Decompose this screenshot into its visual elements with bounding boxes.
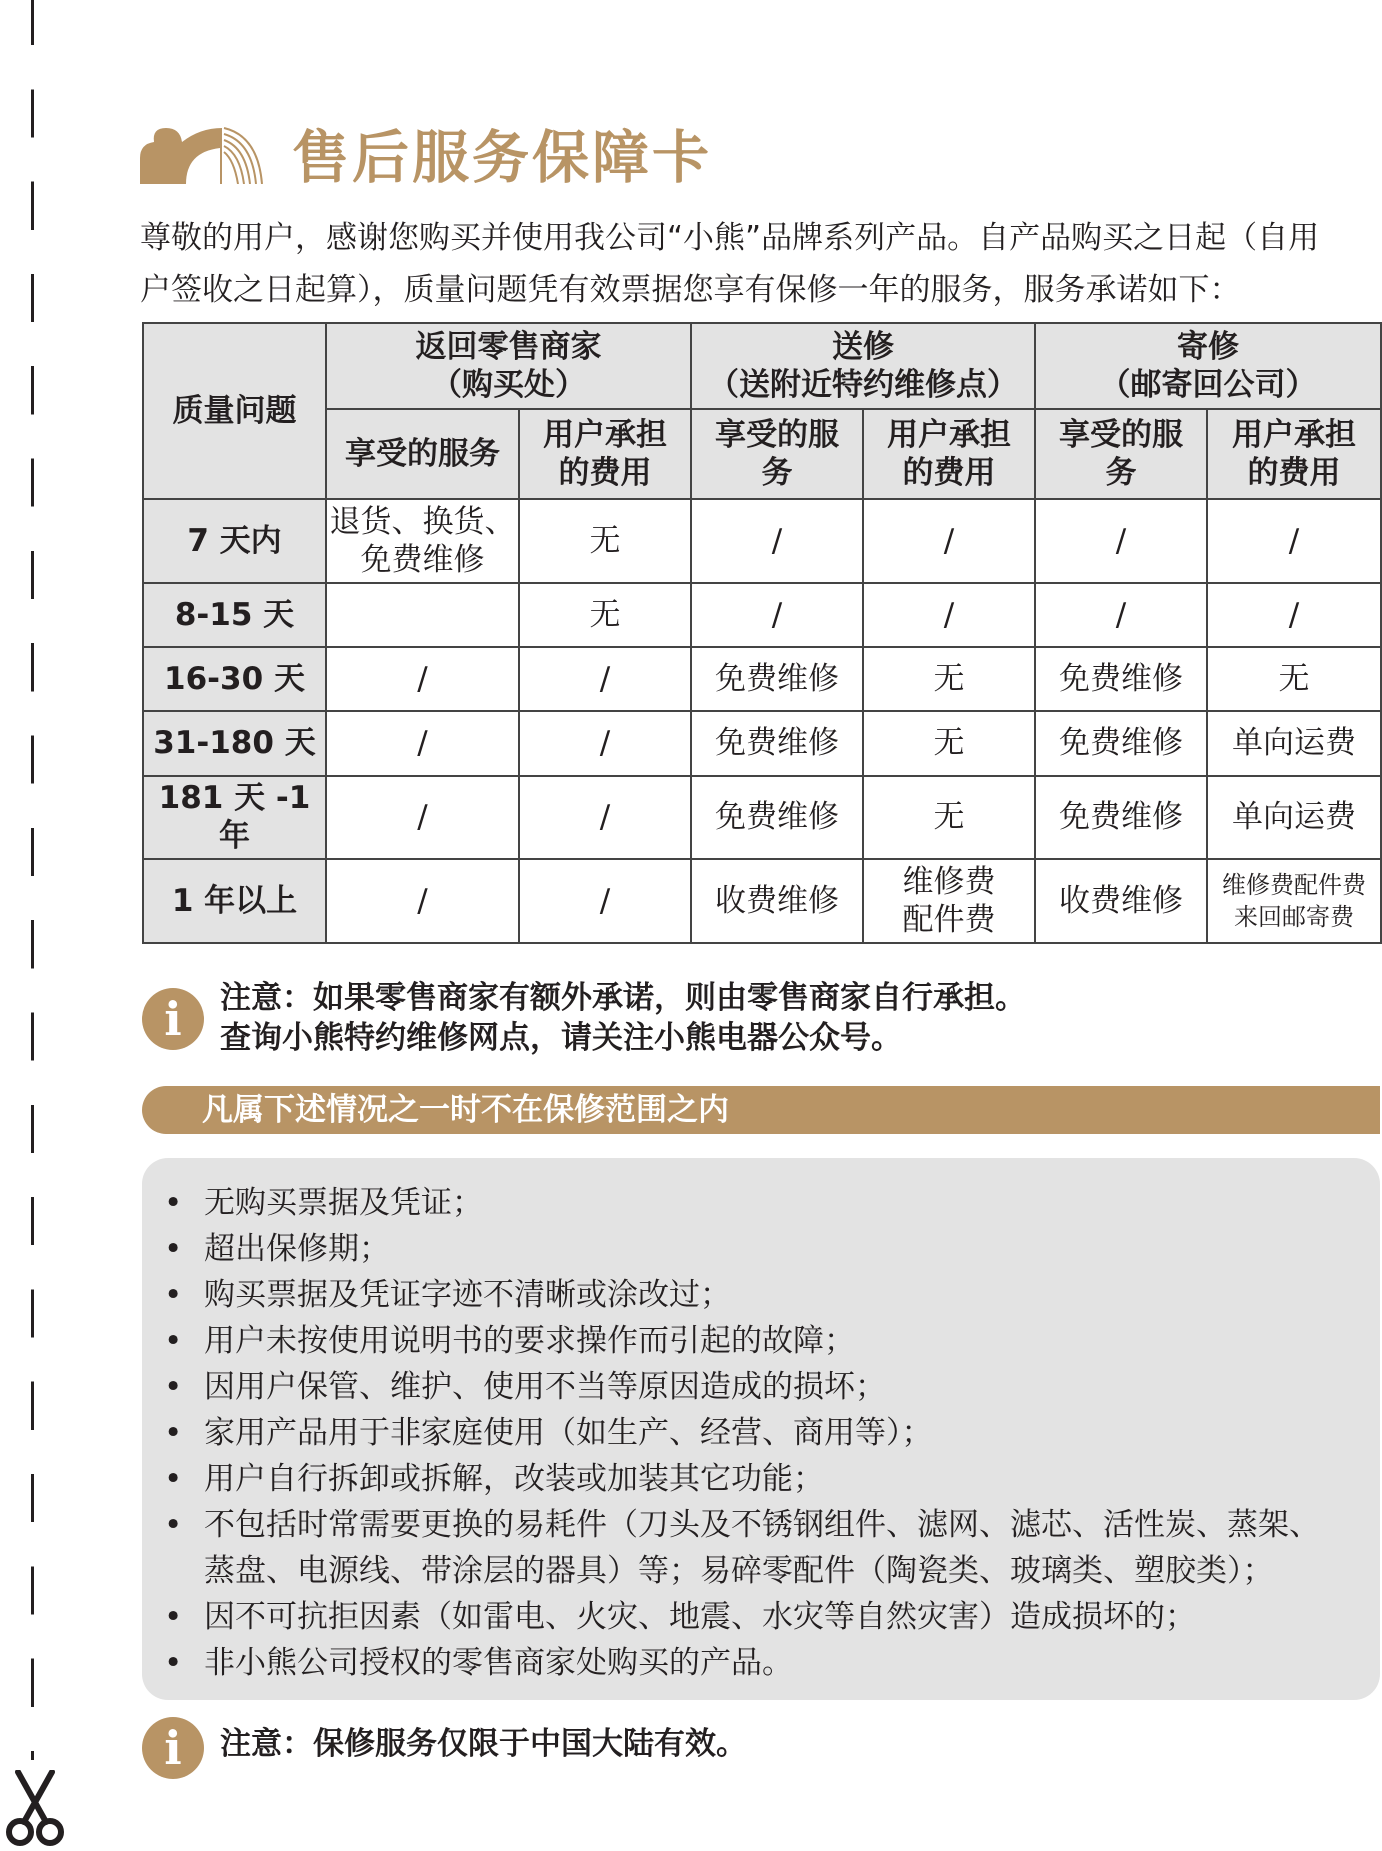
scissors-icon <box>4 1770 66 1848</box>
table-cell: / <box>519 711 691 775</box>
table-cell: 收费维修 <box>1035 859 1207 943</box>
table-cell: 无 <box>1207 647 1381 711</box>
cut-line <box>31 0 34 1760</box>
note-mainland <box>142 1712 1142 1784</box>
info-icon: i <box>142 1717 204 1779</box>
table-cell <box>326 583 519 647</box>
bullet-icon: • <box>164 1323 183 1359</box>
list-item: • 不包括时常需要更换的易耗件（刀头及不锈钢组件、滤网、滤芯、活性炭、蒸架、 蒸盘、电源线、带涂层的器具）等；易碎零配件（陶瓷类、玻璃类、塑胶类）； <box>156 1502 1360 1594</box>
page-title: 售后服务保障卡 <box>292 125 712 191</box>
row-label: 181 天 -1 年 <box>143 776 326 860</box>
bullet-icon: • <box>164 1415 183 1451</box>
table-cell: / <box>1207 583 1381 647</box>
table-cell: / <box>863 499 1035 583</box>
table-cell: 无 <box>863 647 1035 711</box>
table-cell: 免费维修 <box>1035 711 1207 775</box>
bullet-icon: • <box>164 1599 183 1635</box>
table-row <box>143 647 1381 711</box>
list-item: • 超出保修期； <box>156 1226 1360 1272</box>
table-cell: / <box>1035 499 1207 583</box>
table-cell: 无 <box>519 583 691 647</box>
table-row <box>143 776 1381 860</box>
table-cell: 无 <box>863 776 1035 860</box>
table-cell: / <box>519 776 691 860</box>
list-item: • 无购买票据及凭证； <box>156 1180 1360 1226</box>
header-quality-issue: 质量问题 <box>143 323 326 499</box>
table-cell: 无 <box>863 711 1035 775</box>
bullet-icon: • <box>164 1507 183 1543</box>
list-item: • 因不可抗拒因素（如雷电、火灾、地震、水灾等自然灾害）造成损坏的； <box>156 1594 1360 1640</box>
table-cell: 收费维修 <box>691 859 863 943</box>
table-row <box>143 859 1381 943</box>
table-cell: / <box>1035 583 1207 647</box>
subheader-cost: 用户承担 的费用 <box>1207 409 1381 499</box>
list-item: • 用户自行拆卸或拆解，改装或加装其它功能； <box>156 1456 1360 1502</box>
row-label: 31-180 天 <box>143 711 326 775</box>
bullet-icon: • <box>164 1231 183 1267</box>
note-line: 查询小熊特约维修网点，请关注小熊电器公众号。 <box>220 1020 902 1056</box>
table-cell: / <box>326 711 519 775</box>
header-group-retailer: 返回零售商家 （购买处） <box>326 323 691 409</box>
subheader-service: 享受的服务 <box>326 409 519 499</box>
bullet-icon: • <box>164 1277 183 1313</box>
exclusion-list-box <box>142 1158 1380 1700</box>
table-cell: 免费维修 <box>1035 647 1207 711</box>
table-row <box>143 711 1381 775</box>
table-cell: 退货、换货、 免费维修 <box>326 499 519 583</box>
bullet-icon: • <box>164 1645 183 1681</box>
subheader-cost: 用户承担 的费用 <box>863 409 1035 499</box>
header-group-mail-repair: 寄修 （邮寄回公司） <box>1035 323 1381 409</box>
bullet-icon: • <box>164 1185 183 1221</box>
row-label: 1 年以上 <box>143 859 326 943</box>
table-cell: 免费维修 <box>691 776 863 860</box>
table-cell: / <box>519 647 691 711</box>
row-label: 8-15 天 <box>143 583 326 647</box>
table-cell: 免费维修 <box>691 647 863 711</box>
subheader-cost: 用户承担 的费用 <box>519 409 691 499</box>
table-cell: 维修费配件费 来回邮寄费 <box>1207 859 1381 943</box>
table-cell: / <box>326 859 519 943</box>
service-table <box>142 322 1382 944</box>
row-label: 7 天内 <box>143 499 326 583</box>
subheader-service: 享受的服 务 <box>691 409 863 499</box>
table-cell: / <box>326 647 519 711</box>
bullet-icon: • <box>164 1461 183 1497</box>
list-item: • 用户未按使用说明书的要求操作而引起的故障； <box>156 1318 1360 1364</box>
list-item: • 购买票据及凭证字迹不清晰或涂改过； <box>156 1272 1360 1318</box>
table-cell: / <box>1207 499 1381 583</box>
header-group-repair-point: 送修 （送附近特约维修点） <box>691 323 1035 409</box>
exclusion-list <box>156 1180 1360 1686</box>
table-cell: / <box>326 776 519 860</box>
table-cell: / <box>519 859 691 943</box>
note-retailer <box>142 978 1342 1068</box>
table-cell: / <box>691 499 863 583</box>
row-label: 16-30 天 <box>143 647 326 711</box>
exclusion-banner <box>142 1086 1380 1134</box>
table-row <box>143 583 1381 647</box>
table-cell: / <box>863 583 1035 647</box>
intro-text: 尊敬的用户，感谢您购买并使用我公司“小熊”品牌系列产品。自产品购买之日起（自用户签收之日起算），质量问题凭有效票据您享有保修一年的服务，服务承诺如下： <box>140 220 1320 308</box>
table-cell: 免费维修 <box>691 711 863 775</box>
info-icon: i <box>142 988 204 1050</box>
bear-ear-arc-logo-icon <box>140 118 270 184</box>
bullet-icon: • <box>164 1369 183 1405</box>
note-line: 注意：如果零售商家有额外承诺，则由零售商家自行承担。 <box>220 980 1026 1016</box>
subheader-service: 享受的服 务 <box>1035 409 1207 499</box>
table-cell: 免费维修 <box>1035 776 1207 860</box>
table-cell: 无 <box>519 499 691 583</box>
note-line: 注意：保修服务仅限于中国大陆有效。 <box>220 1726 747 1762</box>
list-item: • 家用产品用于非家庭使用（如生产、经营、商用等）； <box>156 1410 1360 1456</box>
list-item: • 非小熊公司授权的零售商家处购买的产品。 <box>156 1640 1360 1686</box>
table-cell: 维修费 配件费 <box>863 859 1035 943</box>
table-cell: 单向运费 <box>1207 711 1381 775</box>
table-cell: / <box>691 583 863 647</box>
table-row <box>143 499 1381 583</box>
banner-text: 凡属下述情况之一时不在保修范围之内 <box>202 1092 729 1128</box>
table-cell: 单向运费 <box>1207 776 1381 860</box>
list-item: • 因用户保管、维护、使用不当等原因造成的损坏； <box>156 1364 1360 1410</box>
